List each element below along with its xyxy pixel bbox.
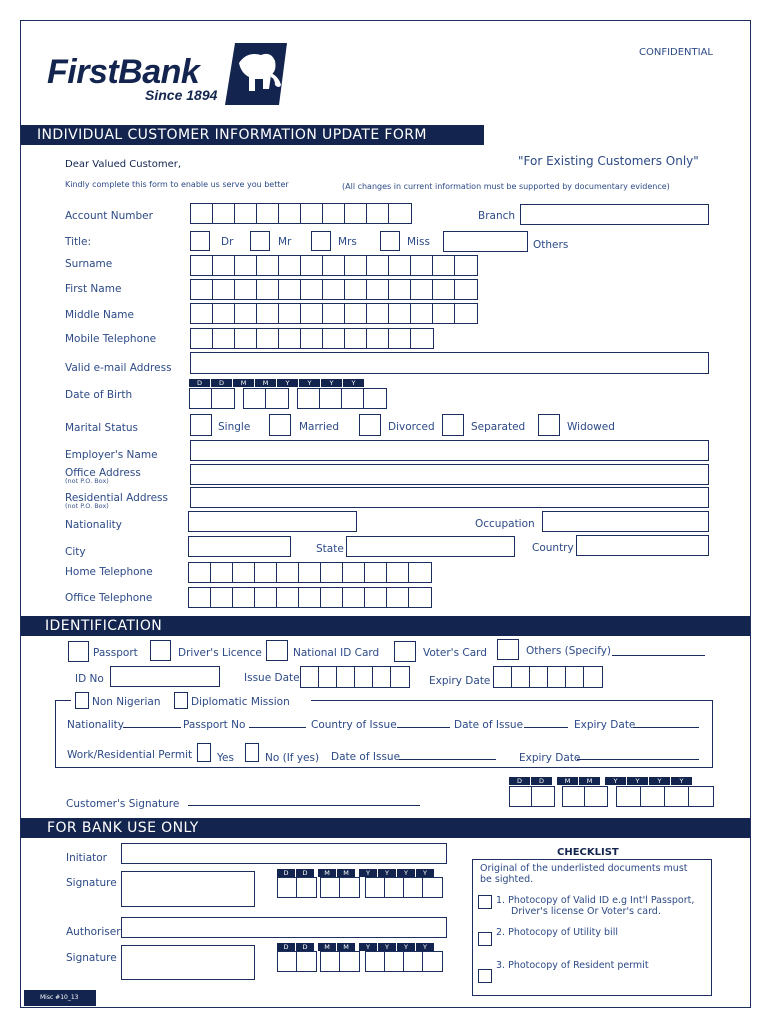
signature-label: Signature — [66, 877, 117, 889]
authoriser-label: Authoriser — [66, 926, 121, 938]
account-number-input[interactable] — [190, 203, 412, 224]
passport-checkbox[interactable] — [68, 641, 89, 662]
instruction: Kindly complete this form to enable us serve you better — [65, 180, 289, 189]
title-mr-checkbox[interactable] — [250, 231, 270, 251]
initiator-year-input[interactable] — [365, 877, 443, 898]
non-nigerian-checkbox[interactable] — [75, 692, 89, 709]
non-nigerian-label: Non Nigerian — [92, 696, 161, 708]
checklist-item3: 3. Photocopy of Resident permit — [496, 960, 649, 971]
firstbank-logo — [47, 53, 287, 109]
title-miss-checkbox[interactable] — [380, 231, 400, 251]
married-checkbox[interactable] — [269, 414, 291, 436]
marital-status-label: Marital Status — [65, 422, 138, 434]
title-miss-label: Miss — [407, 236, 430, 248]
expiry-date-label: Expiry Date — [429, 675, 491, 687]
dob-month-input[interactable] — [243, 388, 289, 409]
diplomatic-mission-label: Diplomatic Mission — [191, 696, 290, 708]
id-no-input[interactable] — [110, 666, 220, 687]
authoriser-day-input[interactable] — [277, 951, 317, 972]
national-id-checkbox[interactable] — [266, 640, 288, 661]
voters-card-checkbox[interactable] — [394, 641, 416, 662]
others-id-label: Others (Specify) — [526, 645, 612, 657]
dob-date-header: D D M M Y Y Y Y — [189, 379, 365, 387]
email-input[interactable] — [190, 352, 709, 374]
checklist-intro: Original of the underlisted documents must be sighted. — [480, 863, 688, 885]
initiator-day-input[interactable] — [277, 877, 317, 898]
branch-input[interactable] — [520, 204, 709, 225]
initiator-date-header: D D M M Y Y Y Y — [277, 869, 435, 877]
checklist-item1-line1: 1. Photocopy of Valid ID e.g Int'l Passport, — [496, 895, 695, 906]
title-mr-label: Mr — [278, 236, 292, 248]
checklist-item1-checkbox[interactable] — [478, 895, 492, 909]
issue-date-label: Issue Date — [244, 672, 300, 684]
signature-year-input[interactable] — [616, 786, 714, 807]
evidence-note: (All changes in current information must be supported by documentary evidence) — [342, 182, 670, 191]
others-id-line[interactable] — [612, 655, 705, 656]
mobile-telephone-label: Mobile Telephone — [65, 333, 157, 345]
office-telephone-input[interactable] — [188, 587, 432, 608]
employer-label: Employer's Name — [65, 449, 158, 461]
greeting: Dear Valued Customer, — [65, 159, 182, 170]
country-of-issue-line[interactable] — [397, 727, 450, 728]
signature-day-input[interactable] — [509, 786, 555, 807]
residential-address-input[interactable] — [190, 487, 709, 508]
title-dr-label: Dr — [221, 236, 234, 248]
first-name-label: First Name — [65, 283, 122, 295]
signature-date-header: D D M M Y Y Y Y — [509, 777, 693, 785]
passport-no-label: Passport No — [183, 719, 246, 731]
middle-name-label: Middle Name — [65, 309, 134, 321]
authoriser-year-input[interactable] — [365, 951, 443, 972]
authoriser-month-input[interactable] — [320, 951, 360, 972]
passport-no-line[interactable] — [249, 727, 306, 728]
nn-nationality-line[interactable] — [123, 727, 181, 728]
surname-label: Surname — [65, 258, 113, 270]
office-address-label: Office Address — [65, 467, 141, 479]
logo-text: FirstBank — [47, 53, 200, 91]
passport-label: Passport — [93, 647, 138, 659]
permit-no-checkbox[interactable] — [245, 743, 259, 762]
home-telephone-label: Home Telephone — [65, 566, 153, 578]
surname-input[interactable] — [190, 255, 478, 276]
state-label: State — [316, 543, 344, 555]
occupation-input[interactable] — [542, 511, 709, 532]
city-input[interactable] — [188, 536, 291, 557]
nn-nationality-label: Nationality — [67, 719, 125, 731]
email-label: Valid e-mail Address — [65, 362, 172, 374]
first-name-input[interactable] — [190, 279, 478, 300]
expiry-date-input[interactable] — [493, 666, 603, 688]
signature2-label: Signature — [66, 952, 117, 964]
office-telephone-label: Office Telephone — [65, 592, 153, 604]
identification-title: IDENTIFICATION — [21, 616, 750, 636]
drivers-licence-label: Driver's Licence — [178, 647, 262, 659]
bank-use-title: FOR BANK USE ONLY — [21, 818, 750, 838]
authoriser-date-header: D D M M Y Y Y Y — [277, 943, 435, 951]
single-checkbox[interactable] — [190, 414, 212, 436]
customer-signature-label: Customer's Signature — [66, 798, 180, 810]
divorced-checkbox[interactable] — [359, 414, 381, 436]
existing-customers-note: "For Existing Customers Only" — [518, 154, 699, 168]
initiator-label: Initiator — [66, 852, 107, 864]
title-others-input[interactable] — [443, 231, 528, 252]
widowed-label: Widowed — [567, 421, 615, 433]
signature-month-input[interactable] — [562, 786, 608, 807]
title-mrs-checkbox[interactable] — [311, 231, 331, 251]
country-of-issue-label: Country of Issue — [311, 719, 397, 731]
checklist-item1-line2: Driver's license Or Voter's card. — [511, 906, 661, 917]
permit-no-label: No (If yes) — [265, 752, 320, 764]
authoriser-signature-box[interactable] — [121, 945, 255, 980]
title-dr-checkbox[interactable] — [190, 231, 210, 251]
residential-address-note: (not P.O. Box) — [65, 502, 109, 510]
married-label: Married — [299, 421, 339, 433]
permit-date-of-issue-label: Date of Issue — [331, 751, 401, 763]
nationality-label: Nationality — [65, 519, 123, 531]
diplomatic-mission-checkbox[interactable] — [174, 692, 188, 709]
checklist-title: CHECKLIST — [557, 847, 619, 858]
initiator-signature-box[interactable] — [121, 871, 255, 907]
middle-name-input[interactable] — [190, 303, 478, 324]
title-others-label: Others — [533, 239, 569, 251]
initiator-month-input[interactable] — [320, 877, 360, 898]
title-label: Title: — [65, 236, 92, 248]
permit-expiry-date-line[interactable] — [577, 759, 699, 760]
branch-label: Branch — [478, 210, 516, 222]
dob-day-input[interactable] — [189, 388, 235, 409]
separated-checkbox[interactable] — [442, 414, 464, 436]
logo-since: Since 1894 — [145, 87, 218, 103]
permit-date-of-issue-line[interactable] — [399, 759, 496, 760]
divorced-label: Divorced — [388, 421, 435, 433]
checklist-item2-checkbox[interactable] — [478, 932, 492, 946]
date-of-issue-label: Date of Issue — [454, 719, 524, 731]
checklist-item3-checkbox[interactable] — [478, 969, 492, 983]
permit-yes-label: Yes — [217, 752, 234, 764]
voters-card-label: Voter's Card — [423, 647, 487, 659]
title-mrs-label: Mrs — [338, 236, 357, 248]
employer-input[interactable] — [190, 440, 709, 461]
home-telephone-input[interactable] — [188, 562, 432, 583]
authoriser-input[interactable] — [121, 917, 447, 938]
country-label: Country — [532, 542, 574, 554]
others-id-checkbox[interactable] — [497, 639, 519, 660]
account-number-label: Account Number — [65, 210, 153, 222]
dob-year-input[interactable] — [297, 388, 387, 409]
permit-yes-checkbox[interactable] — [197, 743, 211, 762]
footer-code: Misc #10_13 — [24, 990, 96, 1006]
drivers-licence-checkbox[interactable] — [150, 640, 171, 661]
customer-signature-line[interactable] — [188, 805, 420, 806]
confidential-label: CONFIDENTIAL — [639, 47, 714, 58]
permit-label: Work/Residential Permit — [67, 749, 193, 761]
nationality-input[interactable] — [188, 511, 357, 532]
mobile-telephone-input[interactable] — [190, 328, 434, 349]
residential-address-label: Residential Address — [65, 492, 168, 504]
form-title: INDIVIDUAL CUSTOMER INFORMATION UPDATE FORM — [21, 125, 484, 145]
city-label: City — [65, 546, 86, 558]
form-page — [20, 20, 751, 1008]
dob-label: Date of Birth — [65, 389, 133, 401]
nn-expiry-date-line[interactable] — [633, 727, 699, 728]
country-input[interactable] — [576, 535, 709, 556]
office-address-note: (not P.O. Box) — [65, 477, 109, 485]
elephant-icon — [225, 43, 287, 105]
initiator-input[interactable] — [121, 843, 447, 864]
permit-expiry-date-label: Expiry Date — [519, 752, 581, 764]
nn-expiry-date-label: Expiry Date — [574, 719, 636, 731]
issue-date-input[interactable] — [300, 666, 410, 688]
state-input[interactable] — [346, 536, 515, 557]
widowed-checkbox[interactable] — [538, 414, 560, 436]
office-address-input[interactable] — [190, 464, 709, 485]
checklist-item2: 2. Photocopy of Utility bill — [496, 927, 618, 938]
date-of-issue-line[interactable] — [524, 727, 568, 728]
single-label: Single — [218, 421, 251, 433]
occupation-label: Occupation — [475, 518, 535, 530]
id-no-label: ID No — [75, 673, 104, 685]
national-id-label: National ID Card — [293, 647, 380, 659]
separated-label: Separated — [471, 421, 526, 433]
